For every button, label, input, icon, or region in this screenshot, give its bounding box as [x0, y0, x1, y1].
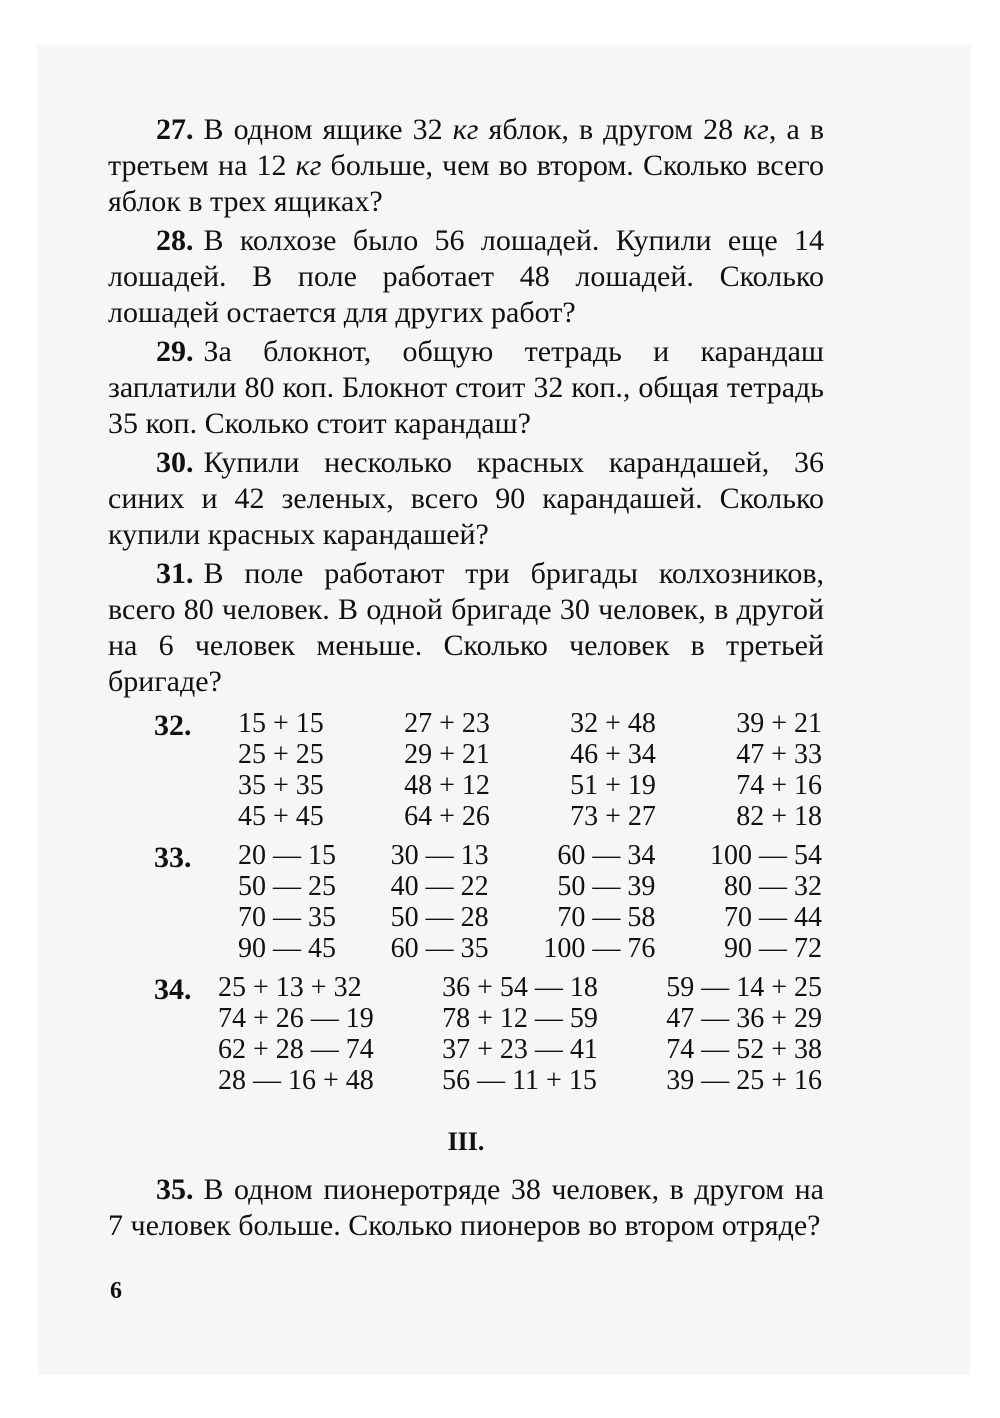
- expression: 37 + 23 — 41: [442, 1034, 598, 1065]
- expression: 90 — 45: [238, 933, 336, 964]
- exercise-column: [442, 972, 598, 1096]
- expression: 56 — 11 + 15: [442, 1065, 597, 1096]
- expression: 73 + 27: [570, 801, 656, 832]
- problem-text: В колхозе было 56 лошадей. Купили еще 14 лошадей. В поле работает 48 лошадей. Сколько лошадей остается для других работ?: [108, 224, 824, 329]
- exercise-column: [238, 708, 324, 832]
- exercise-column: [543, 840, 655, 964]
- expression: 39 + 21: [736, 708, 822, 739]
- exercise-column: [218, 972, 374, 1096]
- expression: 100 — 54: [709, 840, 822, 871]
- expression: 82 + 18: [736, 801, 822, 832]
- expression: 30 — 13: [390, 840, 489, 871]
- problem-number: 30.: [156, 446, 194, 479]
- expression: 25 + 25: [238, 739, 324, 770]
- expression: 25 + 13 + 32: [218, 972, 362, 1003]
- expression: 70 — 58: [557, 902, 656, 933]
- expression: 32 + 48: [570, 708, 656, 739]
- problem-35: [108, 1172, 824, 1244]
- expression: 48 + 12: [404, 770, 490, 801]
- exercise-column: [710, 840, 822, 964]
- exercise-number: 33.: [154, 841, 192, 874]
- expression: 70 — 35: [238, 902, 336, 933]
- problem-number: 28.: [156, 224, 194, 257]
- expression: 51 + 19: [570, 770, 656, 801]
- exercise-column: [736, 708, 822, 832]
- expression: 36 + 54 — 18: [442, 972, 598, 1003]
- exercise-number: 32.: [154, 709, 192, 742]
- expression: 74 + 26 — 19: [218, 1003, 374, 1034]
- expression: 50 — 39: [557, 871, 656, 902]
- problem-number: 35.: [156, 1173, 194, 1206]
- expression: 90 — 72: [723, 933, 822, 964]
- expression: 70 — 44: [723, 902, 822, 933]
- problem-31: [108, 556, 824, 700]
- exercise-column: [666, 972, 822, 1096]
- expression: 60 — 34: [557, 840, 656, 871]
- exercise-group-33: [108, 840, 824, 964]
- problem-number: 29.: [156, 335, 194, 368]
- expression: 20 — 15: [238, 840, 336, 871]
- expression: 74 + 16: [736, 770, 822, 801]
- exercise-group-32: [108, 708, 824, 832]
- problem-text: Купили несколько красных карандашей, 36 синих и 42 зеленых, всего 90 карандашей. Сколько купили красных карандашей?: [108, 446, 824, 551]
- expression: 40 — 22: [390, 871, 489, 902]
- problem-text: В поле работают три бригады колхозников, всего 80 человек. В одной бригаде 30 человек, в другой на 6 человек меньше. Сколько человек в третьей бригаде?: [108, 557, 824, 698]
- problem-30: [108, 445, 824, 553]
- expression: 80 — 32: [723, 871, 822, 902]
- exercise-column: [404, 708, 490, 832]
- expression: 100 — 76: [543, 933, 656, 964]
- expression: 35 + 35: [238, 770, 324, 801]
- expression: 39 — 25 + 16: [666, 1065, 822, 1096]
- exercise-number: 34.: [154, 973, 192, 1006]
- expression: 60 — 35: [390, 933, 489, 964]
- expression: 59 — 14 + 25: [666, 972, 822, 1003]
- expression: 78 + 12 — 59: [442, 1003, 598, 1034]
- expression: 62 + 28 — 74: [218, 1034, 374, 1065]
- problem-28: [108, 223, 824, 331]
- page-number: 6: [110, 1278, 122, 1304]
- expression: 45 + 45: [238, 801, 324, 832]
- problem-27: 27. В одном ящике 32 кг яблок, в другом 28 кг, а в третьем на 12 кг больше, чем во втором. Сколько всего яблок в трех ящиках?: [108, 113, 824, 218]
- exercise-column: [391, 840, 489, 964]
- expression: 15 + 15: [238, 708, 324, 739]
- expression: 50 — 25: [238, 871, 336, 902]
- expression: 27 + 23: [404, 708, 490, 739]
- problem-number: 27.: [156, 113, 194, 146]
- exercise-column: [238, 840, 336, 964]
- expression: 50 — 28: [390, 902, 489, 933]
- problem-text: В одном пионеротряде 38 человек, в другом на 7 человек больше. Сколько пионеров во втором отряде?: [108, 1173, 824, 1242]
- exercise-column: [570, 708, 656, 832]
- expression: 46 + 34: [570, 739, 656, 770]
- problem-number: 31.: [156, 557, 194, 590]
- expression: 28 — 16 + 48: [218, 1065, 374, 1096]
- problem-29: [108, 334, 824, 442]
- exercise-group-34: [108, 972, 824, 1096]
- expression: 64 + 26: [404, 801, 490, 832]
- expression: 74 — 52 + 38: [666, 1034, 822, 1065]
- expression: 47 + 33: [736, 739, 822, 770]
- section-heading: III.: [447, 1127, 485, 1156]
- expression: 47 — 36 + 29: [666, 1003, 822, 1034]
- expression: 29 + 21: [404, 739, 490, 770]
- textbook-page: [108, 112, 824, 1247]
- problem-text: За блокнот, общую тетрадь и карандаш заплатили 80 коп. Блокнот стоит 32 коп., общая тетрадь 35 коп. Сколько стоит карандаш?: [108, 335, 824, 440]
